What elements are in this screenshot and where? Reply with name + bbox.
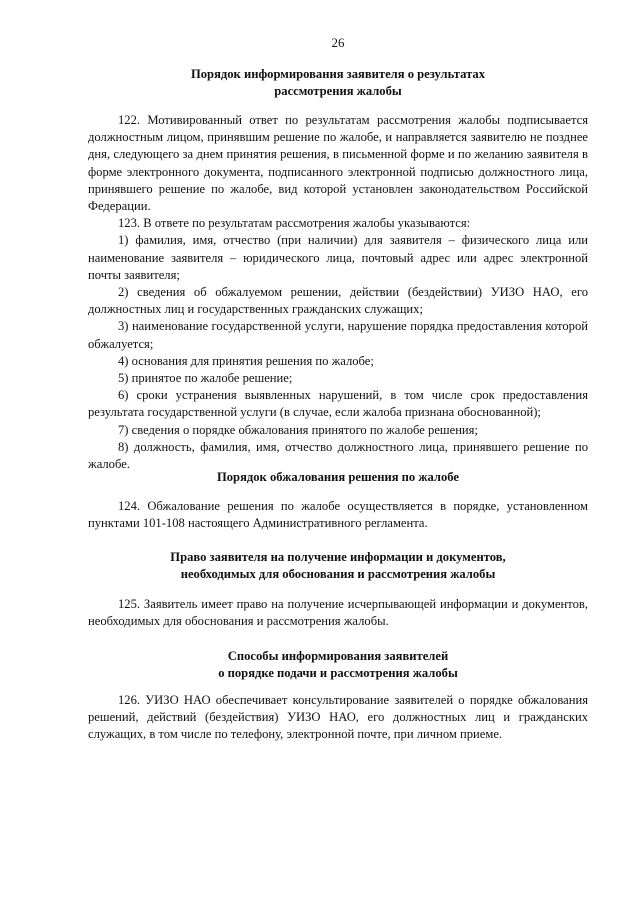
page-number: 26: [331, 35, 345, 50]
section-body-informing-results: [88, 112, 588, 473]
list-item-1: 1) фамилия, имя, отчество (при наличии) для заявителя – физического лица или наименование заявителя – юридического лица, почтовый адрес или адрес электронной почты заявителя;: [88, 233, 588, 282]
list-item-5: 5) принятое по жалобе решение;: [118, 371, 293, 386]
heading-line: необходимых для обоснования и рассмотрения жалобы: [180, 567, 496, 581]
list-item-7: 7) сведения о порядке обжалования принятого по жалобе решения;: [118, 422, 478, 437]
heading-line: Порядок информирования заявителя о результатах: [190, 67, 486, 81]
list-item-6: 6) сроки устранения выявленных нарушений, в том числе срок предоставления результата государственной услуги (в случае, если жалоба признана обоснованной);: [88, 388, 588, 420]
list-item-3: 3) наименование государственной услуги, нарушение порядка предоставления которой обжалуется;: [88, 319, 588, 351]
list-item-2: 2) сведения об обжалуемом решении, действии (бездействии) УИЗО НАО, его должностных лиц и государственных гражданских служащих;: [88, 285, 588, 317]
heading-line: о порядке подачи и рассмотрения жалобы: [218, 666, 458, 680]
section-heading-informing-methods: [88, 648, 588, 682]
paragraph-122: 122. Мотивированный ответ по результатам рассмотрения жалобы подписывается должностным лицом, принявшим решение по жалобе, и направляется заявителю не позднее дня, следующего за днем принятия решения, в письменной форме и по желанию заявителя в форме электронного документа, подписанного электронной подписью должностного лица, принявшего решение по жалобе, вид которой установлен законодательством Российской Федерации.: [88, 113, 588, 214]
heading-line: Способы информирования заявителей: [227, 649, 449, 663]
heading-line: Право заявителя на получение информации и документов,: [170, 550, 506, 564]
list-item-4: 4) основания для принятия решения по жалобе;: [118, 353, 374, 368]
section-heading-appeal-decision: [88, 469, 588, 486]
list-item-8: 8) должность, фамилия, имя, отчество должностного лица, принявшего решение по жалобе.: [88, 439, 588, 472]
paragraph-126: 126. УИЗО НАО обеспечивает консультирование заявителей о порядке обжалования решений, действий (бездействия) УИЗО НАО, его должностных лиц и гражданских служащих, в том числе по телефону, электронной почте, при личном приеме.: [88, 693, 588, 742]
paragraph-125: 125. Заявитель имеет право на получение исчерпывающей информации и документов, необходимых для обоснования и рассмотрения жалобы.: [88, 597, 588, 629]
document-page: [88, 0, 588, 905]
paragraph-124: 124. Обжалование решения по жалобе осуществляется в порядке, установленном пунктами 101-108 настоящего Административного регламента.: [88, 499, 588, 531]
section-heading-right-to-information: [88, 549, 588, 583]
paragraph-123: 123. В ответе по результатам рассмотрения жалобы указываются:: [118, 216, 471, 231]
section-heading-informing-results: [88, 66, 588, 100]
heading-line: рассмотрения жалобы: [274, 84, 402, 98]
heading-line: Порядок обжалования решения по жалобе: [216, 470, 460, 484]
